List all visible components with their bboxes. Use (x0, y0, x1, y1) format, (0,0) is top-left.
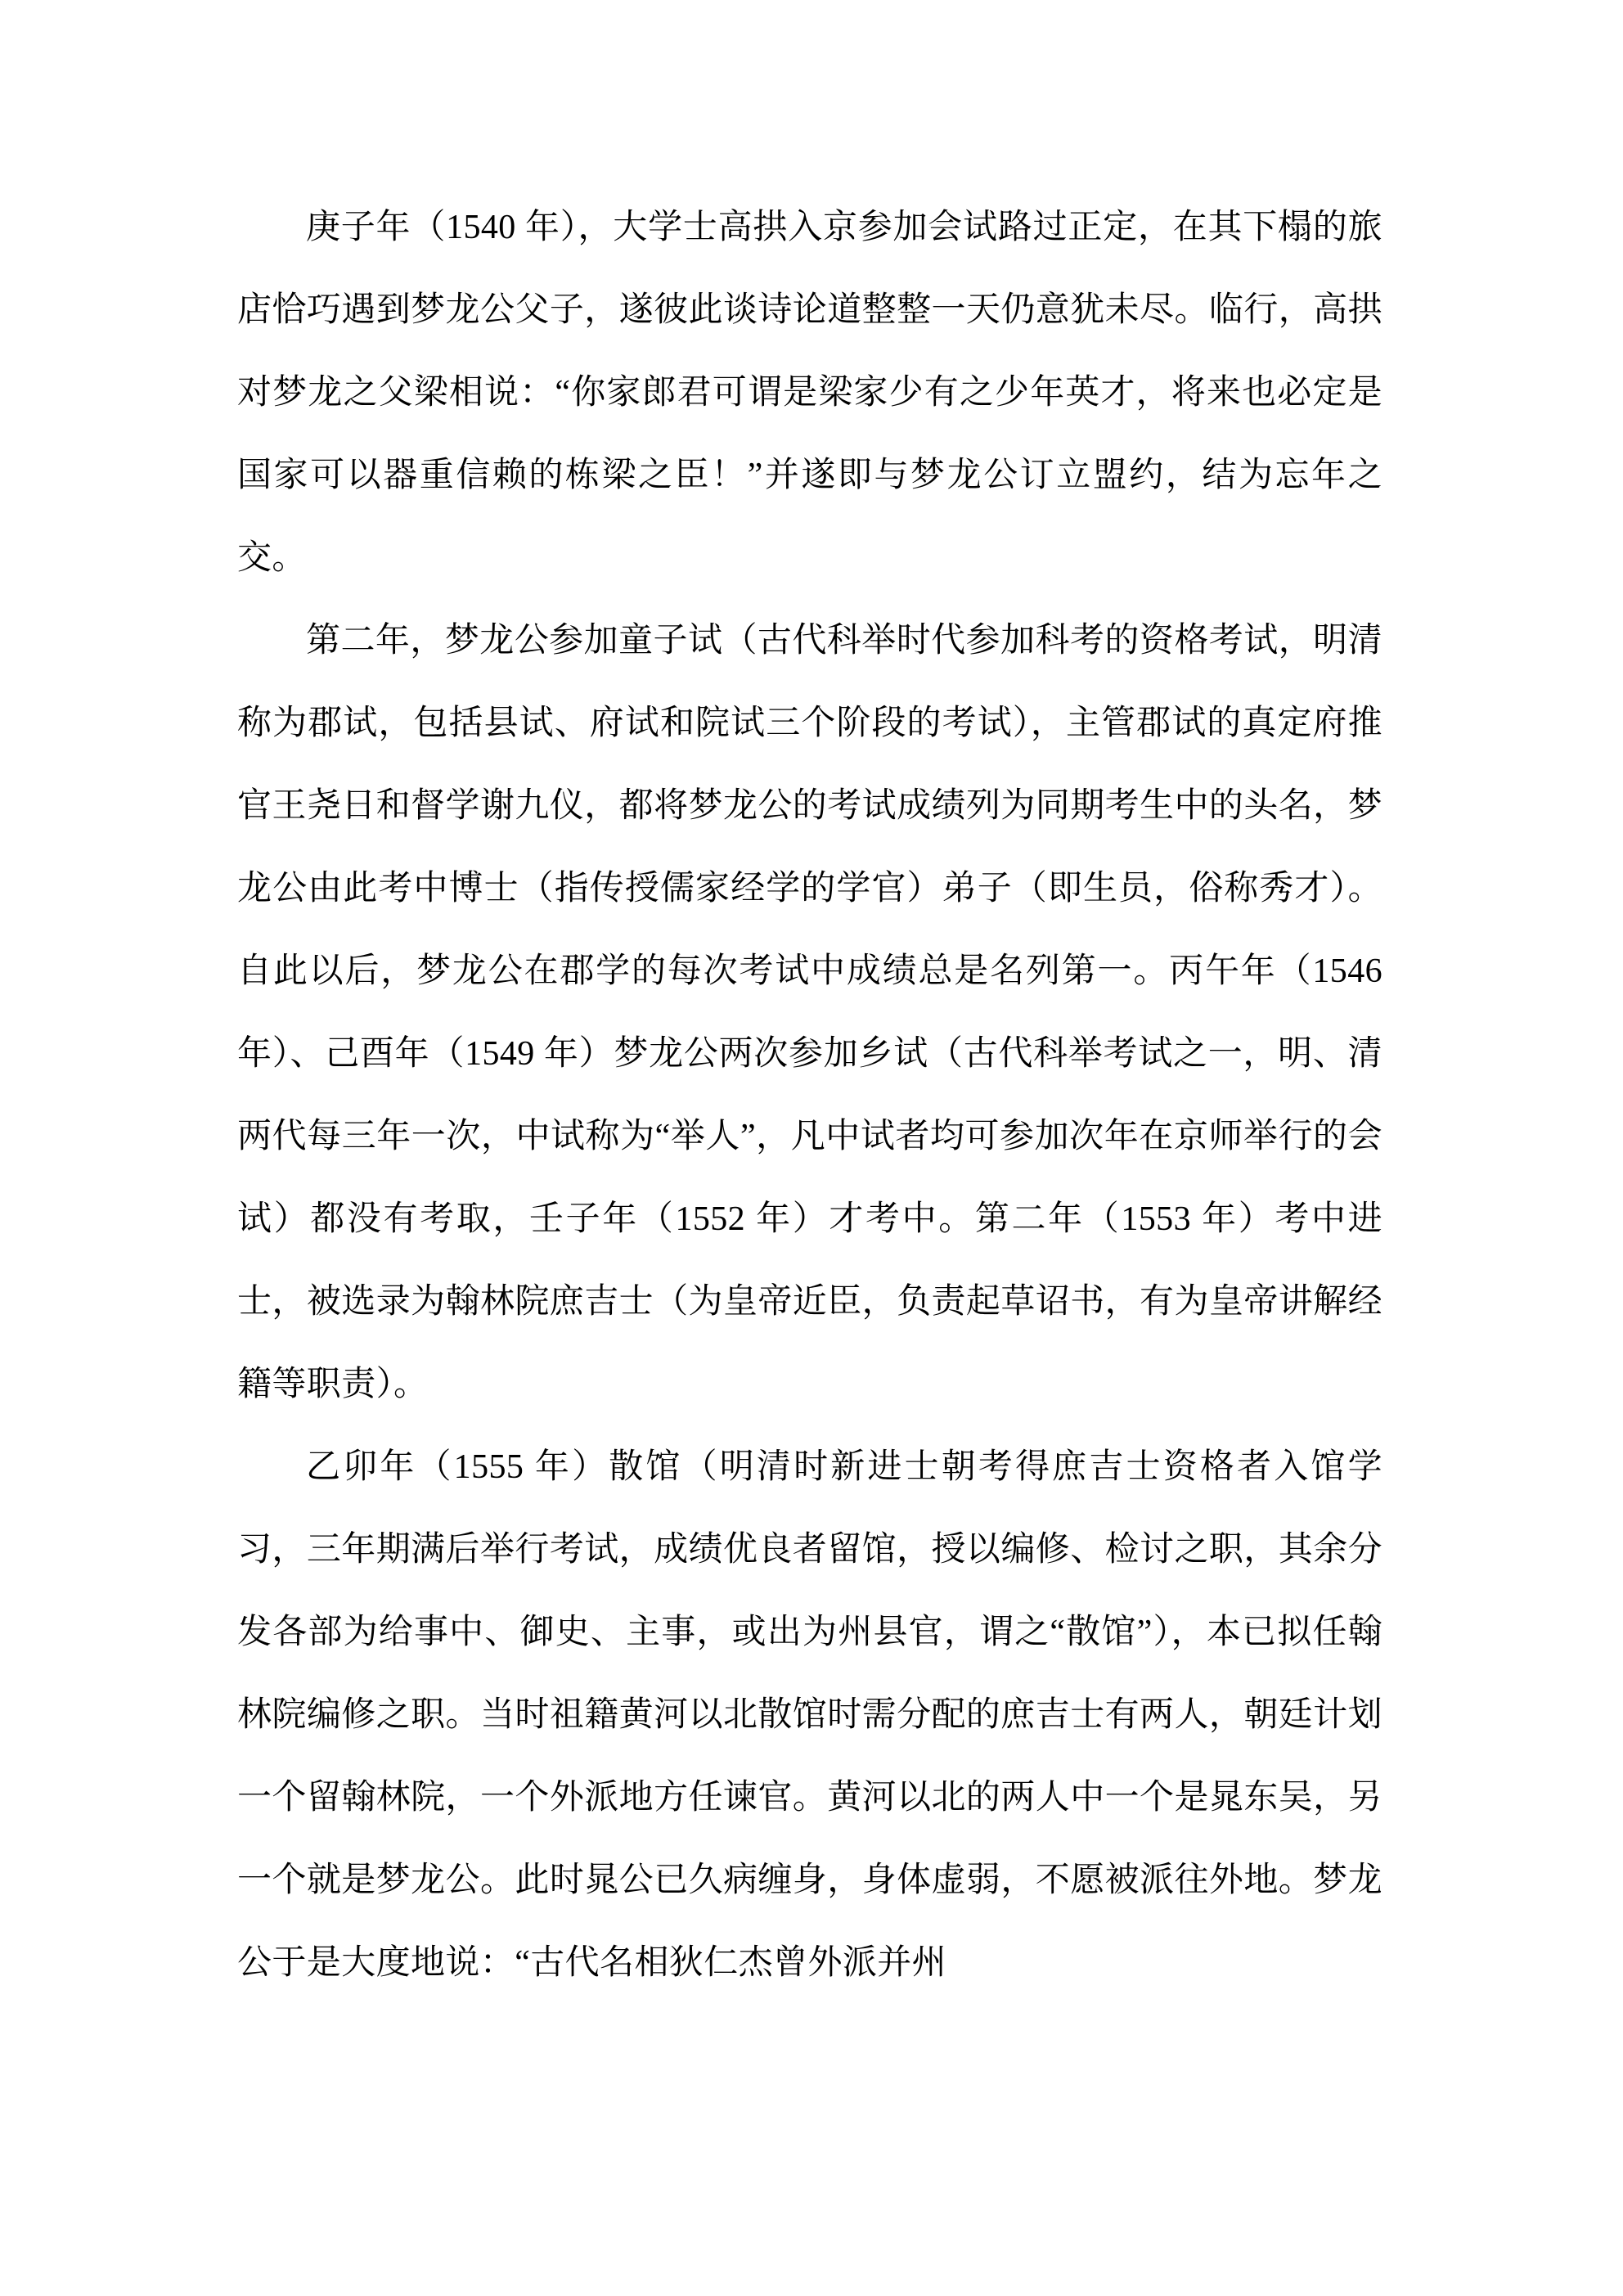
page-body-text (237, 187, 1382, 2005)
paragraph: 第二年，梦龙公参加童子试（古代科举时代参加科考的资格考试，明清称为郡试，包括县试、府试和院试三个阶段的考试），主管郡试的真定府推官王尧日和督学谢九仪，都将梦龙公的考试成绩列为同期考生中的头名，梦龙公由此考中博士（指传授儒家经学的学官）弟子（即生员，俗称秀才）。自此以后，梦龙公在郡学的每次考试中成绩总是名列第一。丙午年（1546 年）、己酉年（1549 年）梦龙公两次参加乡试（古代科举考试之一，明、清两代每三年一次，中试称为“举人”，凡中试者均可参加次年在京师举行的会试）都没有考取，壬子年（1552 年）才考中。第二年（1553 年）考中进士，被选录为翰林院庶吉士（为皇帝近臣，负责起草诏书，有为皇帝讲解经籍等职责）。 (237, 622, 1382, 1403)
paragraph: 乙卯年（1555 年）散馆（明清时新进士朝考得庶吉士资格者入馆学习，三年期满后举行考试，成绩优良者留馆，授以编修、检讨之职，其余分发各部为给事中、御史、主事，或出为州县官，谓之“散馆”），本已拟任翰林院编修之职。当时祖籍黄河以北散馆时需分配的庶吉士有两人，朝廷计划一个留翰林院，一个外派地方任谏官。黄河以北的两人中一个是晁东吴，另一个就是梦龙公。此时晁公已久病缠身，身体虚弱，不愿被派往外地。梦龙公于是大度地说：“古代名相狄仁杰曾外派并州 (237, 1448, 1382, 1982)
paragraph: 庚子年（1540 年），大学士高拱入京参加会试路过正定，在其下榻的旅店恰巧遇到梦龙公父子，遂彼此谈诗论道整整一天仍意犹未尽。临行，高拱对梦龙之父梁相说：“你家郎君可谓是梁家少有之少年英才，将来也必定是国家可以器重信赖的栋梁之臣！”并遂即与梦龙公订立盟约，结为忘年之交。 (237, 209, 1382, 577)
